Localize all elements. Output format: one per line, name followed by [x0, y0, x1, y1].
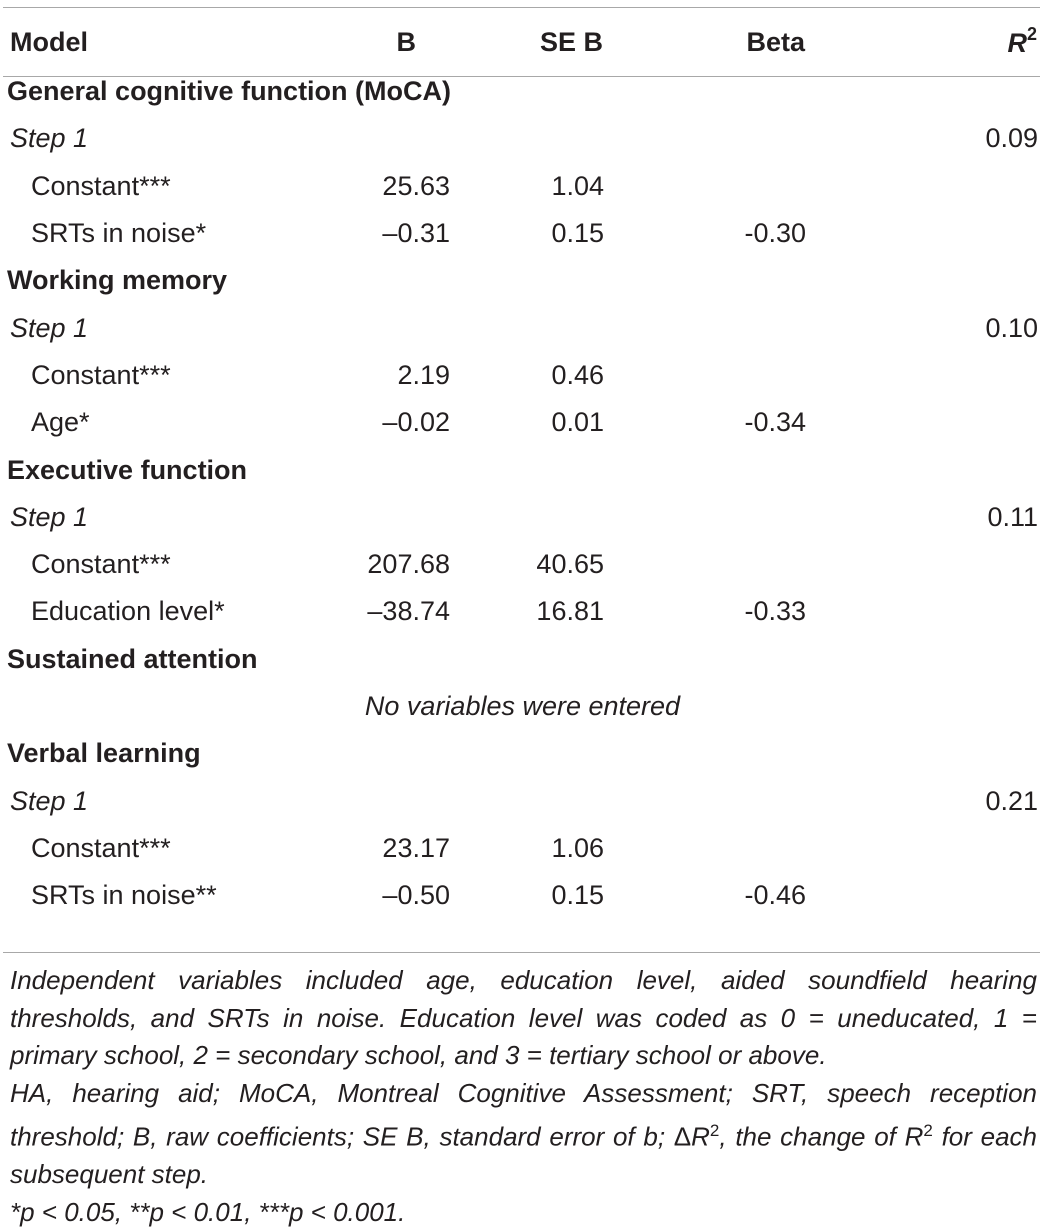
table-top-rule [3, 7, 1040, 8]
group-row [0, 68, 1045, 115]
step-label: Step 1 [10, 501, 89, 532]
r-superscript-2: 2 [923, 1121, 933, 1140]
b-value: 2.19 [397, 359, 450, 390]
step-row [0, 777, 1045, 824]
b-value: –38.74 [367, 596, 450, 627]
variable-label: SRTs in noise* [31, 218, 207, 249]
header-r-squared [851, 16, 1045, 68]
group-title: General cognitive function (MoCA) [7, 76, 452, 107]
header-model: Model [10, 26, 88, 57]
step-label: Step 1 [10, 785, 89, 816]
se-b-value: 0.15 [551, 218, 604, 249]
group-title: Sustained attention [7, 643, 258, 674]
r-squared-value: 0.21 [985, 785, 1038, 816]
se-b-value: 1.04 [551, 170, 604, 201]
header-se-b: SE B [539, 26, 603, 57]
r-letter: R [691, 1121, 710, 1152]
no-variables-row [0, 683, 1045, 730]
no-variables-text: No variables were entered [364, 691, 681, 721]
table-row [0, 588, 1045, 635]
se-b-value: 16.81 [536, 596, 604, 627]
header-r-letter: R [1007, 27, 1027, 58]
footnote-abbreviations-end: for each subsequent step. [10, 1121, 1038, 1190]
se-b-value: 1.06 [551, 832, 604, 863]
step-row [0, 304, 1045, 351]
table-row [0, 541, 1045, 588]
b-value: –0.31 [382, 218, 450, 249]
table-row [0, 399, 1045, 446]
variable-label: Education level* [31, 596, 225, 627]
footnote-significance: *p < 0.05, **p < 0.01, ***p < 0.001. [10, 1196, 406, 1227]
r-squared-value: 0.11 [987, 501, 1038, 532]
step-label: Step 1 [10, 312, 89, 343]
beta-value: -0.33 [744, 596, 806, 627]
se-b-value: 40.65 [536, 549, 604, 580]
group-title: Working memory [7, 265, 228, 296]
beta-value [653, 825, 851, 872]
table-row [0, 872, 1045, 919]
variable-label: Constant*** [31, 549, 171, 580]
footnote-abbreviations-mid: , the change of [719, 1121, 905, 1152]
step-row [0, 115, 1045, 162]
table-header-row [0, 16, 1045, 68]
r-superscript: 2 [709, 1121, 720, 1140]
variable-label: Constant*** [31, 832, 171, 863]
beta-value: -0.30 [744, 218, 806, 249]
group-title: Executive function [7, 454, 248, 485]
table-footnotes [10, 962, 1037, 1231]
variable-label: Constant*** [31, 359, 171, 390]
table-row [0, 210, 1045, 257]
table-bottom-rule [3, 952, 1040, 953]
group-row [0, 257, 1045, 304]
group-title: Verbal learning [7, 738, 201, 769]
group-row [0, 730, 1045, 777]
b-value: 207.68 [367, 549, 450, 580]
footnote-abbreviations [10, 1075, 1037, 1194]
b-value: 25.63 [382, 170, 450, 201]
header-b: B [396, 26, 416, 57]
step-label: Step 1 [10, 123, 89, 154]
table-row [0, 352, 1045, 399]
table-row [0, 163, 1045, 210]
se-b-value: 0.46 [551, 359, 604, 390]
table-row [0, 825, 1045, 872]
header-beta: Beta [746, 26, 805, 57]
beta-value [653, 163, 851, 210]
beta-value [653, 352, 851, 399]
beta-value [653, 541, 851, 588]
se-b-value: 0.01 [551, 407, 604, 438]
beta-value: -0.46 [744, 880, 806, 911]
b-value: 23.17 [382, 832, 450, 863]
footnote-abbreviations-text: HA, hearing aid; MoCA, Montreal Cognitive Assessment; SRT, speech reception threshold; B, raw coefficients; SE B, standard error of b; [10, 1077, 1037, 1152]
variable-label: SRTs in noise** [31, 880, 217, 911]
step-row [0, 494, 1045, 541]
se-b-value: 0.15 [551, 880, 604, 911]
group-row [0, 446, 1045, 493]
group-row [0, 636, 1045, 683]
variable-label: Constant*** [31, 170, 171, 201]
b-value: –0.50 [382, 880, 450, 911]
b-value: –0.02 [382, 407, 450, 438]
delta-symbol: Δ [673, 1121, 692, 1152]
r-squared-value: 0.09 [985, 123, 1038, 154]
r-letter-2: R [904, 1121, 924, 1152]
beta-value: -0.34 [744, 407, 806, 438]
header-r-superscript: 2 [1026, 23, 1037, 44]
variable-label: Age* [31, 407, 90, 438]
r-squared-value: 0.10 [985, 312, 1038, 343]
regression-table [0, 16, 1045, 919]
footnote-variables: Independent variables included age, education level, aided soundfield hearing thresholds, and SRTs in noise. Education level was coded as 0 = uneducated, 1 = primary school, 2 = secondary school, and 3 = tertiary school or above. [10, 965, 1037, 1070]
